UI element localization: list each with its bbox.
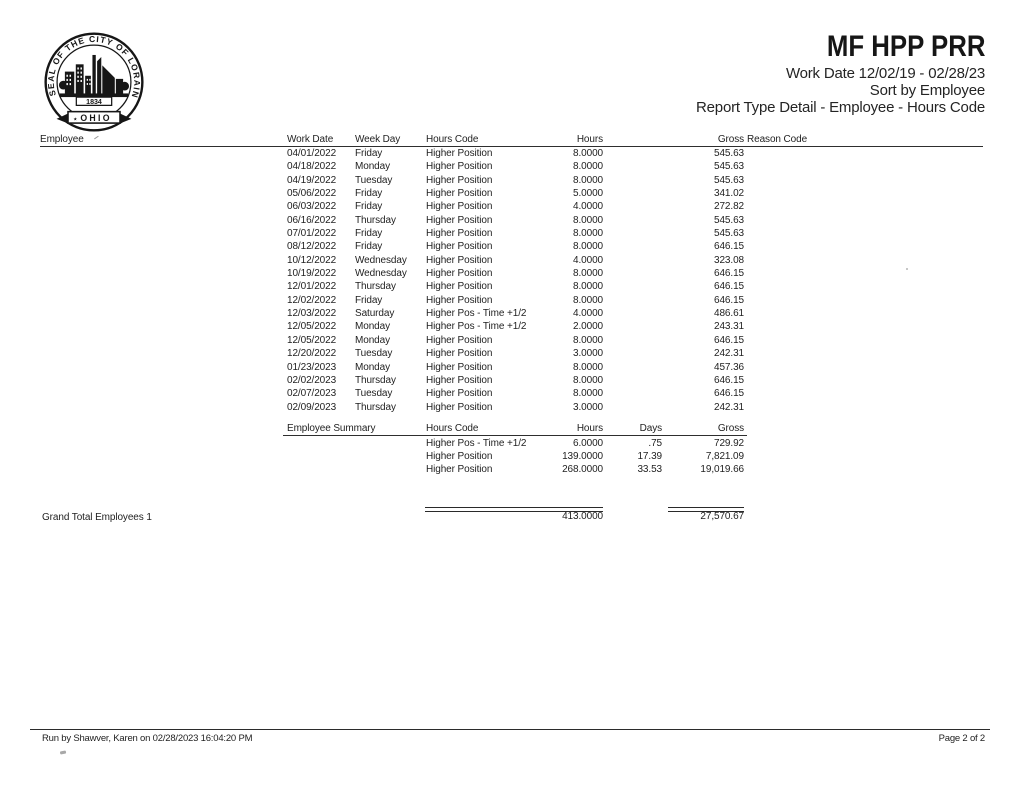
table-row — [40, 464, 983, 477]
cell-work-date: 07/01/2022 — [287, 228, 337, 240]
cell-hours-code: Higher Position — [426, 188, 493, 200]
table-row — [40, 188, 983, 201]
table-row — [40, 388, 983, 401]
cell-gross: 272.82 — [714, 201, 744, 213]
cell-week-day: Monday — [355, 334, 390, 346]
cell-hours: 8.0000 — [573, 388, 603, 400]
table-row — [40, 201, 983, 214]
cell-work-date: 12/01/2022 — [287, 281, 337, 293]
cell-hours: 8.0000 — [573, 374, 603, 386]
cell-work-date: 12/03/2022 — [287, 308, 337, 320]
table-row — [40, 241, 983, 254]
seal-state-text: OHIO — [80, 112, 112, 123]
grand-total-row — [40, 511, 983, 524]
summary-label: Employee Summary — [287, 423, 376, 434]
table-row — [40, 438, 983, 451]
cell-gross: 545.63 — [714, 228, 744, 240]
scan-artifact — [60, 750, 66, 754]
cell-gross: 19,019.66 — [700, 464, 744, 476]
cell-gross: 646.15 — [714, 374, 744, 386]
cell-days: 33.53 — [637, 464, 662, 476]
seal-skyline — [59, 55, 129, 97]
cell-gross: 486.61 — [714, 308, 744, 320]
cell-week-day: Monday — [355, 361, 390, 373]
grand-total-label: Grand Total Employees 1 — [42, 512, 152, 523]
cell-hours-code: Higher Position — [426, 201, 493, 213]
table-row — [40, 375, 983, 388]
cell-week-day: Friday — [355, 188, 383, 200]
report-date-range: Work Date 12/02/19 - 02/28/23 — [785, 65, 985, 82]
cell-hours-code: Higher Position — [426, 254, 493, 266]
cell-hours: 8.0000 — [573, 361, 603, 373]
cell-hours: 2.0000 — [573, 321, 603, 333]
summary-col-hours-code: Hours Code — [426, 423, 479, 434]
cell-gross: 545.63 — [714, 148, 744, 159]
cell-hours-code: Higher Position — [426, 281, 493, 293]
seal-year-ribbon — [76, 97, 111, 106]
cell-hours-code: Higher Position — [426, 374, 493, 386]
cell-hours-code: Higher Position — [426, 161, 493, 173]
col-header-reason-code: Reason Code — [747, 134, 808, 145]
cell-week-day: Tuesday — [355, 174, 393, 186]
cell-gross: 545.63 — [714, 214, 744, 226]
table-row — [40, 308, 983, 321]
cell-hours: 3.0000 — [573, 348, 603, 360]
cell-gross: 242.31 — [714, 401, 744, 413]
cell-work-date: 10/12/2022 — [287, 254, 337, 266]
grand-total-hours: 413.0000 — [562, 510, 603, 522]
cell-hours: 5.0000 — [573, 188, 603, 200]
cell-hours-code: Higher Pos - Time +1/2 — [426, 437, 527, 449]
cell-work-date: 01/23/2023 — [287, 361, 337, 373]
cell-gross: 457.36 — [714, 361, 744, 373]
cell-gross: 341.02 — [714, 188, 744, 200]
table-row — [40, 402, 983, 415]
cell-work-date: 04/01/2022 — [287, 148, 337, 159]
cell-gross: 646.15 — [714, 334, 744, 346]
table-row — [40, 148, 983, 161]
cell-week-day: Friday — [355, 228, 383, 240]
cell-gross: 323.08 — [714, 254, 744, 266]
col-header-work-date: Work Date — [287, 134, 334, 145]
cell-hours-code: Higher Position — [426, 268, 493, 280]
cell-week-day: Thursday — [355, 214, 396, 226]
cell-work-date: 12/02/2022 — [287, 294, 337, 306]
cell-gross: 545.63 — [714, 174, 744, 186]
cell-week-day: Thursday — [355, 374, 396, 386]
detail-table — [40, 134, 983, 523]
cell-hours: 6.0000 — [573, 437, 603, 449]
cell-hours: 8.0000 — [573, 214, 603, 226]
footer-page-number: Page 2 of 2 — [938, 733, 985, 744]
seal-year-text: 1834 — [86, 99, 102, 107]
cell-hours: 8.0000 — [573, 241, 603, 253]
col-header-hours: Hours — [576, 134, 603, 145]
cell-work-date: 06/16/2022 — [287, 214, 337, 226]
summary-col-gross: Gross — [717, 423, 744, 434]
cell-gross: 243.31 — [714, 321, 744, 333]
cell-hours: 268.0000 — [562, 464, 603, 476]
cell-hours-code: Higher Position — [426, 241, 493, 253]
cell-week-day: Friday — [355, 294, 383, 306]
cell-work-date: 12/05/2022 — [287, 334, 337, 346]
table-row — [40, 295, 983, 308]
table-row — [40, 362, 983, 375]
cell-week-day: Wednesday — [355, 268, 407, 280]
cell-gross: 646.15 — [714, 268, 744, 280]
cell-hours-code: Higher Pos - Time +1/2 — [426, 321, 527, 333]
cell-hours: 8.0000 — [573, 281, 603, 293]
cell-gross: 242.31 — [714, 348, 744, 360]
summary-col-hours: Hours — [576, 423, 603, 434]
cell-hours: 4.0000 — [573, 201, 603, 213]
cell-hours-code: Higher Position — [426, 214, 493, 226]
col-header-employee: Employee — [40, 134, 84, 145]
table-row — [40, 335, 983, 348]
detail-table-header — [40, 134, 983, 147]
cell-work-date: 04/18/2022 — [287, 161, 337, 173]
cell-gross: 729.92 — [714, 437, 744, 449]
col-header-week-day: Week Day — [355, 134, 401, 145]
cell-week-day: Friday — [355, 148, 383, 159]
cell-work-date: 02/02/2023 — [287, 374, 337, 386]
cell-days: 17.39 — [637, 450, 662, 462]
cell-gross: 646.15 — [714, 281, 744, 293]
cell-hours: 8.0000 — [573, 161, 603, 173]
cell-week-day: Tuesday — [355, 388, 393, 400]
summary-col-days: Days — [639, 423, 662, 434]
cell-week-day: Friday — [355, 201, 383, 213]
footer-run-by: Run by Shawver, Karen on 02/28/2023 16:04:20 PM — [42, 733, 253, 744]
city-of-lorain-seal-logo — [42, 30, 146, 134]
cell-hours-code: Higher Position — [426, 174, 493, 186]
report-header — [696, 32, 985, 116]
cell-hours: 8.0000 — [573, 334, 603, 346]
cell-gross: 646.15 — [714, 388, 744, 400]
cell-work-date: 06/03/2022 — [287, 201, 337, 213]
cell-hours: 8.0000 — [573, 174, 603, 186]
table-row — [40, 348, 983, 361]
cell-hours: 3.0000 — [573, 401, 603, 413]
cell-week-day: Tuesday — [355, 348, 393, 360]
col-header-hours-code: Hours Code — [426, 134, 479, 145]
scan-artifact — [906, 268, 908, 270]
cell-hours: 139.0000 — [562, 450, 603, 462]
cell-hours-code: Higher Position — [426, 401, 493, 413]
cell-work-date: 05/06/2022 — [287, 188, 337, 200]
report-title: MF HPP PRR — [826, 30, 985, 63]
detail-table-body — [40, 148, 983, 415]
cell-hours-code: Higher Position — [426, 334, 493, 346]
cell-gross: 646.15 — [714, 294, 744, 306]
seal-state-banner — [57, 112, 132, 124]
cell-work-date: 02/09/2023 — [287, 401, 337, 413]
table-row — [40, 228, 983, 241]
grand-total-gross: 27,570.67 — [700, 510, 744, 522]
cell-week-day: Thursday — [355, 281, 396, 293]
cell-work-date: 02/07/2023 — [287, 388, 337, 400]
table-row — [40, 175, 983, 188]
footer-divider — [30, 729, 990, 730]
table-row — [40, 215, 983, 228]
col-header-gross: Gross — [717, 134, 744, 145]
summary-table-body — [40, 438, 983, 478]
table-row — [40, 281, 983, 294]
seal-star-glyph: ★ — [73, 116, 78, 122]
cell-hours-code: Higher Position — [426, 388, 493, 400]
cell-week-day: Monday — [355, 321, 390, 333]
table-row — [40, 161, 983, 174]
table-row — [40, 451, 983, 464]
cell-work-date: 12/20/2022 — [287, 348, 337, 360]
cell-week-day: Saturday — [355, 308, 395, 320]
cell-hours: 8.0000 — [573, 294, 603, 306]
report-type: Report Type Detail - Employee - Hours Code — [696, 99, 985, 116]
summary-header — [40, 423, 983, 436]
cell-week-day: Monday — [355, 161, 390, 173]
table-row — [40, 268, 983, 281]
cell-hours-code: Higher Position — [426, 294, 493, 306]
cell-hours-code: Higher Position — [426, 361, 493, 373]
table-row — [40, 321, 983, 334]
cell-gross: 646.15 — [714, 241, 744, 253]
cell-work-date: 10/19/2022 — [287, 268, 337, 280]
cell-week-day: Wednesday — [355, 254, 407, 266]
cell-hours-code: Higher Pos - Time +1/2 — [426, 308, 527, 320]
cell-gross: 7,821.09 — [705, 450, 744, 462]
cell-work-date: 04/19/2022 — [287, 174, 337, 186]
cell-hours: 8.0000 — [573, 228, 603, 240]
cell-hours: 4.0000 — [573, 254, 603, 266]
cell-week-day: Thursday — [355, 401, 396, 413]
cell-gross: 545.63 — [714, 161, 744, 173]
employee-summary-section — [40, 423, 983, 478]
cell-hours-code: Higher Position — [426, 464, 493, 476]
cell-hours-code: Higher Position — [426, 348, 493, 360]
cell-hours-code: Higher Position — [426, 228, 493, 240]
cell-hours: 4.0000 — [573, 308, 603, 320]
report-sort-by: Sort by Employee — [869, 82, 985, 99]
cell-work-date: 08/12/2022 — [287, 241, 337, 253]
cell-days: .75 — [648, 437, 662, 449]
cell-hours: 8.0000 — [573, 148, 603, 159]
cell-hours: 8.0000 — [573, 268, 603, 280]
cell-hours-code: Higher Position — [426, 148, 493, 159]
cell-work-date: 12/05/2022 — [287, 321, 337, 333]
cell-week-day: Friday — [355, 241, 383, 253]
table-row — [40, 255, 983, 268]
cell-hours-code: Higher Position — [426, 450, 493, 462]
seal-ring-text: SEAL OF THE CITY OF LORAIN — [45, 33, 143, 100]
